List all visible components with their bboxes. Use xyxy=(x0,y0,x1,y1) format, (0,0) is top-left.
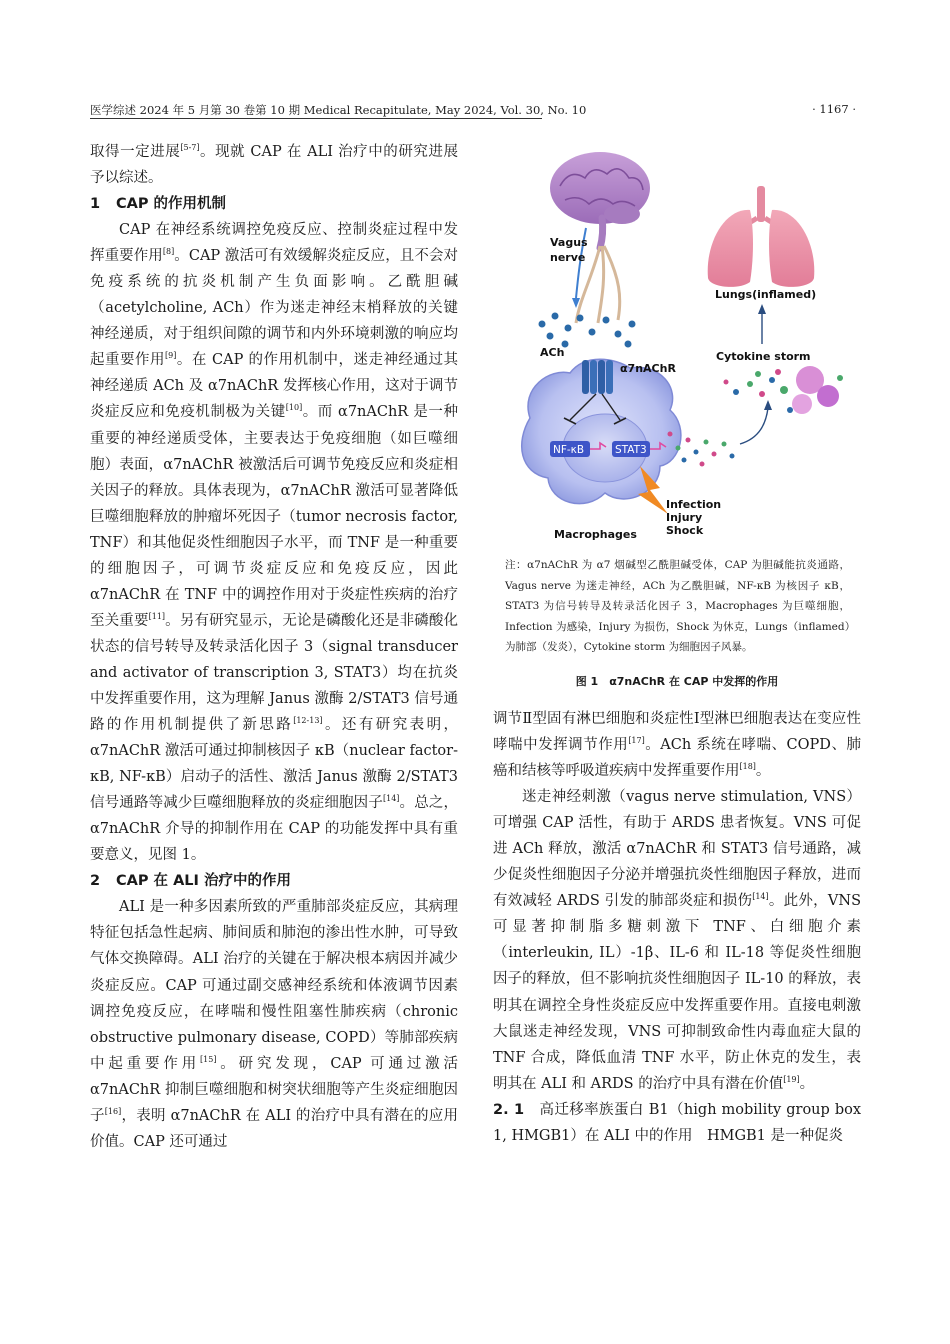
arrow-to-storm xyxy=(740,408,768,444)
running-header xyxy=(90,100,860,120)
section-heading-1: 1 CAP 的作用机制 xyxy=(90,196,227,213)
citation: [5-7] xyxy=(180,143,200,152)
page-number: · 1167 · xyxy=(812,102,856,116)
header-rule xyxy=(90,118,542,119)
right-column xyxy=(493,706,861,1149)
ach-molecules xyxy=(539,313,636,348)
citation: [17] xyxy=(628,736,645,746)
paragraph-mechanism: CAP 在神经系统调控免疫反应、控制炎症过程中发挥重要作用[8]。CAP 激活可有效缓解炎症反应，且不会对免疫系统的抗炎机制产生负面影响。乙酰胆碱（acetylcholine, ACh）作为迷走神经末梢释放的关键神经递质，对于组织间隙的调节和内外环境刺激的响应均起重要作用[9]。在 CAP 的作用机制中，迷走神经通过其神经递质 ACh 及 α7nAChR 发挥核心作用，这对于调节炎症反应和免疫机制极为关键[10]。而 α7nAChR 是一种重要的神经递质受体，主要表达于免疫细胞（如巨噬细胞）表面，α7nAChR 被激活后可调节免疫反应和炎症相关因子的释放。具体表现为，α7nAChR 激活可显著降低巨噬细胞释放的肿瘤坏死因子（tumor necrosis factor, TNF）和其他促炎性细胞因子水平，而 TNF 是一种重要的细胞因子，可调节炎症反应和免疫反应，因此 α7nAChR 在 TNF 中的调控作用对于炎症性疾病的治疗至关重要[11]。另有研究显示，无论是磷酸化还是非磷酸化状态的信号转导及转录活化因子 3（signal transducer and activator of transcription 3, STAT3）均在抗炎中发挥重要作用，这为理解 Janus 激酶 2/STAT3 信号通路的作用机制提供了新思路[12-13]。还有研究表明，α7nAChR 激活可通过抑制核因子 κB（nuclear factor-κB, NF-κB）启动子的活性、激活 Janus 激酶 2/STAT3 信号通路等减少巨噬细胞释放的炎症细胞因子[14]。总之，α7nAChR 介导的抑制作用在 CAP 的功能发挥中具有重要意义，见图 1。 xyxy=(90,222,459,864)
figure-note: 注：α7nAChR 为 α7 烟碱型乙酰胆碱受体，CAP 为胆碱能抗炎通路，Vagus nerve 为迷走神经，ACh 为乙酰胆碱，NF-κB 为核因子 κB，STAT3 为信号转导及转录活化因子 3，Macrophages 为巨噬细胞，Infection 为感染，Injury 为损伤，Shock 为休克，Lungs（inflamed）为肺部（发炎），Cytokine storm 为细胞因子风暴。 xyxy=(505,559,850,653)
citation: [11] xyxy=(148,611,166,621)
paragraph-intro-end: 取得一定进展[5-7]。现就 CAP 在 ALI 治疗中的研究进展予以综述。 xyxy=(90,143,459,187)
citation: [14] xyxy=(382,794,400,804)
figure-1-illustration xyxy=(510,148,855,548)
figure-1 xyxy=(510,148,855,548)
citation: [18] xyxy=(739,762,756,772)
left-column xyxy=(90,139,458,1155)
cytokine-storm-cluster xyxy=(724,366,844,414)
vagus-label-line1: Vagus xyxy=(550,236,588,249)
paragraph-asthma: 调节Ⅱ型固有淋巴细胞和炎症性Ⅰ型淋巴细胞表达在变应性哮喘中发挥调节作用[17]。ACh 系统在哮喘、COPD、肺癌和结核等呼吸道疾病中发挥重要作用[18]。 xyxy=(493,711,861,780)
citation: [19] xyxy=(783,1074,800,1084)
subsection-title: 高迁移率族蛋白 B1（high mobility group box 1, HMGB1）在 ALI 中的作用 xyxy=(493,1101,862,1144)
lungs-label: Lungs(inflamed) xyxy=(715,288,817,301)
citation: [16] xyxy=(104,1106,122,1116)
citation: [9] xyxy=(165,351,177,361)
subsection-2-1: 2. 1 高迁移率族蛋白 B1（high mobility group box 1, HMGB1）在 ALI 中的作用 HMGB1 是一种促炎 xyxy=(493,1101,862,1144)
citation: [8] xyxy=(162,247,175,257)
citation: [12-13] xyxy=(293,716,323,726)
a7nachr-label: α7nAChR xyxy=(620,362,676,375)
infection-label: Infection xyxy=(666,498,722,511)
citation: [10] xyxy=(285,403,303,413)
injury-label: Injury xyxy=(666,511,703,524)
subsection-number: 2. 1 xyxy=(493,1101,525,1118)
macrophages-label: Macrophages xyxy=(554,528,637,541)
nfkb-label: NF-κB xyxy=(553,444,585,456)
ach-label: ACh xyxy=(540,346,565,359)
brain-icon xyxy=(550,152,650,248)
section-heading-2: 2 CAP 在 ALI 治疗中的作用 xyxy=(90,873,291,890)
lungs-icon xyxy=(708,186,815,287)
citation: [15] xyxy=(200,1054,217,1064)
vagus-label-line2: nerve xyxy=(550,251,586,264)
cytokine-storm-label: Cytokine storm xyxy=(716,350,811,363)
figure-caption: 图 1 α7nAChR 在 CAP 中发挥的作用 xyxy=(575,675,779,688)
paragraph-ali: ALI 是一种多因素所致的严重肺部炎症反应，其病理特征包括急性起病、肺间质和肺泡的渗出性水肿，可导致气体交换障碍。ALI 治疗的关键在于解决根本病因并减少炎症反应。CAP 可通过副交感神经系统和体液调节因素调控免疫反应，在哮喘和慢性阻塞性肺疾病（chronic obstructive pulmonary disease, COPD）等肺部疾病中起重要作用[15]。研究发现，CAP 可通过激活 α7nAChR 抑制巨噬细胞和树突状细胞等产生炎症细胞因子[16]，表明 α7nAChR 在 ALI 的治疗中具有潜在的应用价值。CAP 还可通过 xyxy=(90,899,458,1150)
journal-info: 医学综述 2024 年 5 月第 30 卷第 10 期 Medical Recapitulate, May 2024, Vol. 30, No. 10 xyxy=(90,103,587,117)
paragraph-vns: 迷走神经刺激（vagus nerve stimulation, VNS）可增强 CAP 活性，有助于 ARDS 患者恢复。VNS 可促进 ACh 释放，激活 α7nAChR 和 STAT3 信号通路，减少促炎性细胞因子分泌并增强抗炎性细胞因子释放，进而有效减轻 ARDS 引发的肺部炎症和损伤[14]。此外，VNS 可显著抑制脂多糖刺激下 TNF、白细胞介素（interleukin, IL）-1β、IL-6 和 IL-18 等促炎性细胞因子的释放，但不影响抗炎性细胞因子 IL-10 的释放，表明其在调控全身性炎症反应中发挥重要作用。直接电刺激大鼠迷走神经发现，VNS 可抑制致命性内毒血症大鼠的 TNF 合成，降低血清 TNF 水平，防止休克的发生，表明其在 ALI 和 ARDS 的治疗中具有潜在价值[19]。 xyxy=(493,789,861,1092)
citation: [14] xyxy=(752,892,769,902)
stat3-label: STAT3 xyxy=(615,444,647,456)
shock-label: Shock xyxy=(666,524,704,537)
